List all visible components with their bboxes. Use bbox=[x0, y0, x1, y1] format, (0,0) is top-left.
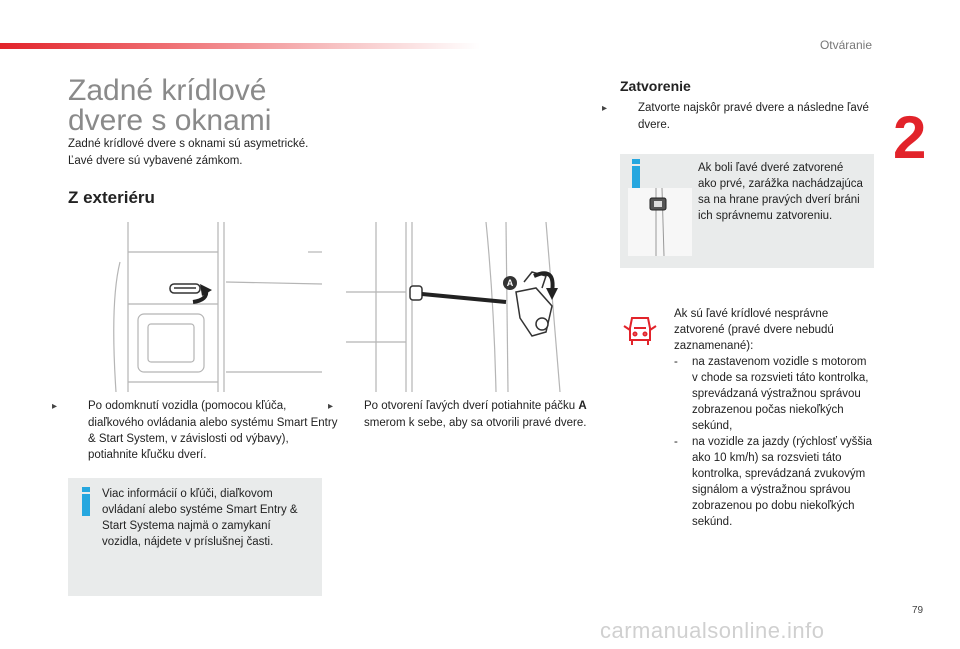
exterior-step-2 bbox=[328, 398, 596, 431]
arrow-bullet-icon: ▸ bbox=[328, 401, 334, 412]
watermark: carmanualsonline.info bbox=[600, 618, 825, 643]
exterior-step-1-text: Po odomknutí vozidla (pomocou kľúča, diaľkového ovládania alebo systému Smart Entry & Start System, v závislosti od výbavy), potiahnite kľučku dverí. bbox=[88, 400, 338, 461]
page-title-line2: dvere s oknami bbox=[68, 104, 272, 137]
intro-line2: Ľavé dvere sú vybavené zámkom. bbox=[68, 155, 243, 167]
open-door-warning-icon bbox=[622, 312, 658, 348]
closing-info-box bbox=[620, 154, 874, 268]
door-stop-illustration bbox=[628, 188, 692, 256]
page-title-line1: Zadné krídlové bbox=[68, 74, 267, 107]
warning-intro: Ak sú ľavé krídlové nesprávne zatvorené (pravé dvere nebudú zaznamenané): bbox=[674, 308, 834, 352]
intro-text bbox=[68, 136, 338, 170]
closing-heading: Zatvorenie bbox=[620, 78, 691, 94]
callout-a-label: A bbox=[503, 276, 517, 290]
dash-bullet: - bbox=[674, 356, 678, 368]
exterior-step-2-bold: A bbox=[578, 400, 587, 412]
closing-step bbox=[602, 100, 888, 133]
info-icon bbox=[82, 494, 90, 516]
intro-line1: Zadné krídlové dvere s oknami sú asymetrické. bbox=[68, 138, 309, 150]
closing-info-text: Ak boli ľavé dveré zatvorené ako prvé, zarážka nachádzajúca sa na hrane pravých dverí bráni ich správnemu zatvoreniu. bbox=[698, 162, 863, 222]
info-icon bbox=[632, 166, 640, 188]
lever-a-illustration bbox=[346, 222, 578, 392]
exterior-info-box bbox=[68, 478, 322, 596]
arrow-bullet-icon: ▸ bbox=[52, 401, 58, 412]
dash-bullet: - bbox=[674, 436, 678, 448]
section-title: Otváranie bbox=[819, 38, 872, 52]
page-title bbox=[68, 76, 271, 136]
closing-warning bbox=[674, 306, 874, 530]
arrow-bullet-icon: ▸ bbox=[602, 103, 608, 114]
exterior-step-2-pre: Po otvorení ľavých dverí potiahnite páčku bbox=[364, 400, 579, 412]
page-number: 79 bbox=[912, 605, 924, 616]
exterior-step-1 bbox=[52, 398, 340, 463]
exterior-step-2-post: smerom k sebe, aby sa otvorili pravé dvere. bbox=[364, 417, 587, 429]
exterior-heading: Z exteriéru bbox=[68, 188, 155, 207]
warning-item-2-text: na vozidle za jazdy (rýchlosť vyššia ako 10 km/h) sa rozsvieti táto kontrolka, sprevádzaná zvukovým signálom a výstražnou správou zobrazenou po dobu niekoľkých sekúnd. bbox=[692, 436, 873, 528]
closing-step-text: Zatvorte najskôr pravé dvere a následne ľavé dvere. bbox=[638, 102, 869, 131]
header-accent-bar bbox=[0, 43, 480, 49]
warning-item-1-text: na zastavenom vozidle s motorom v chode sa rozsvieti táto kontrolka, sprevádzaná výstražnou správou zobrazenou počas niekoľkých sekúnd, bbox=[692, 356, 869, 432]
warning-item-1 bbox=[674, 354, 874, 434]
exterior-info-text: Viac informácií o kľúči, diaľkovom ovládaní alebo systéme Smart Entry & Start Systema najmä o zamykaní vozidla, nájdete v príslušnej časti. bbox=[102, 488, 298, 548]
warning-item-2 bbox=[674, 434, 874, 530]
door-handle-illustration bbox=[108, 222, 322, 392]
chapter-number: 2 bbox=[893, 104, 927, 171]
